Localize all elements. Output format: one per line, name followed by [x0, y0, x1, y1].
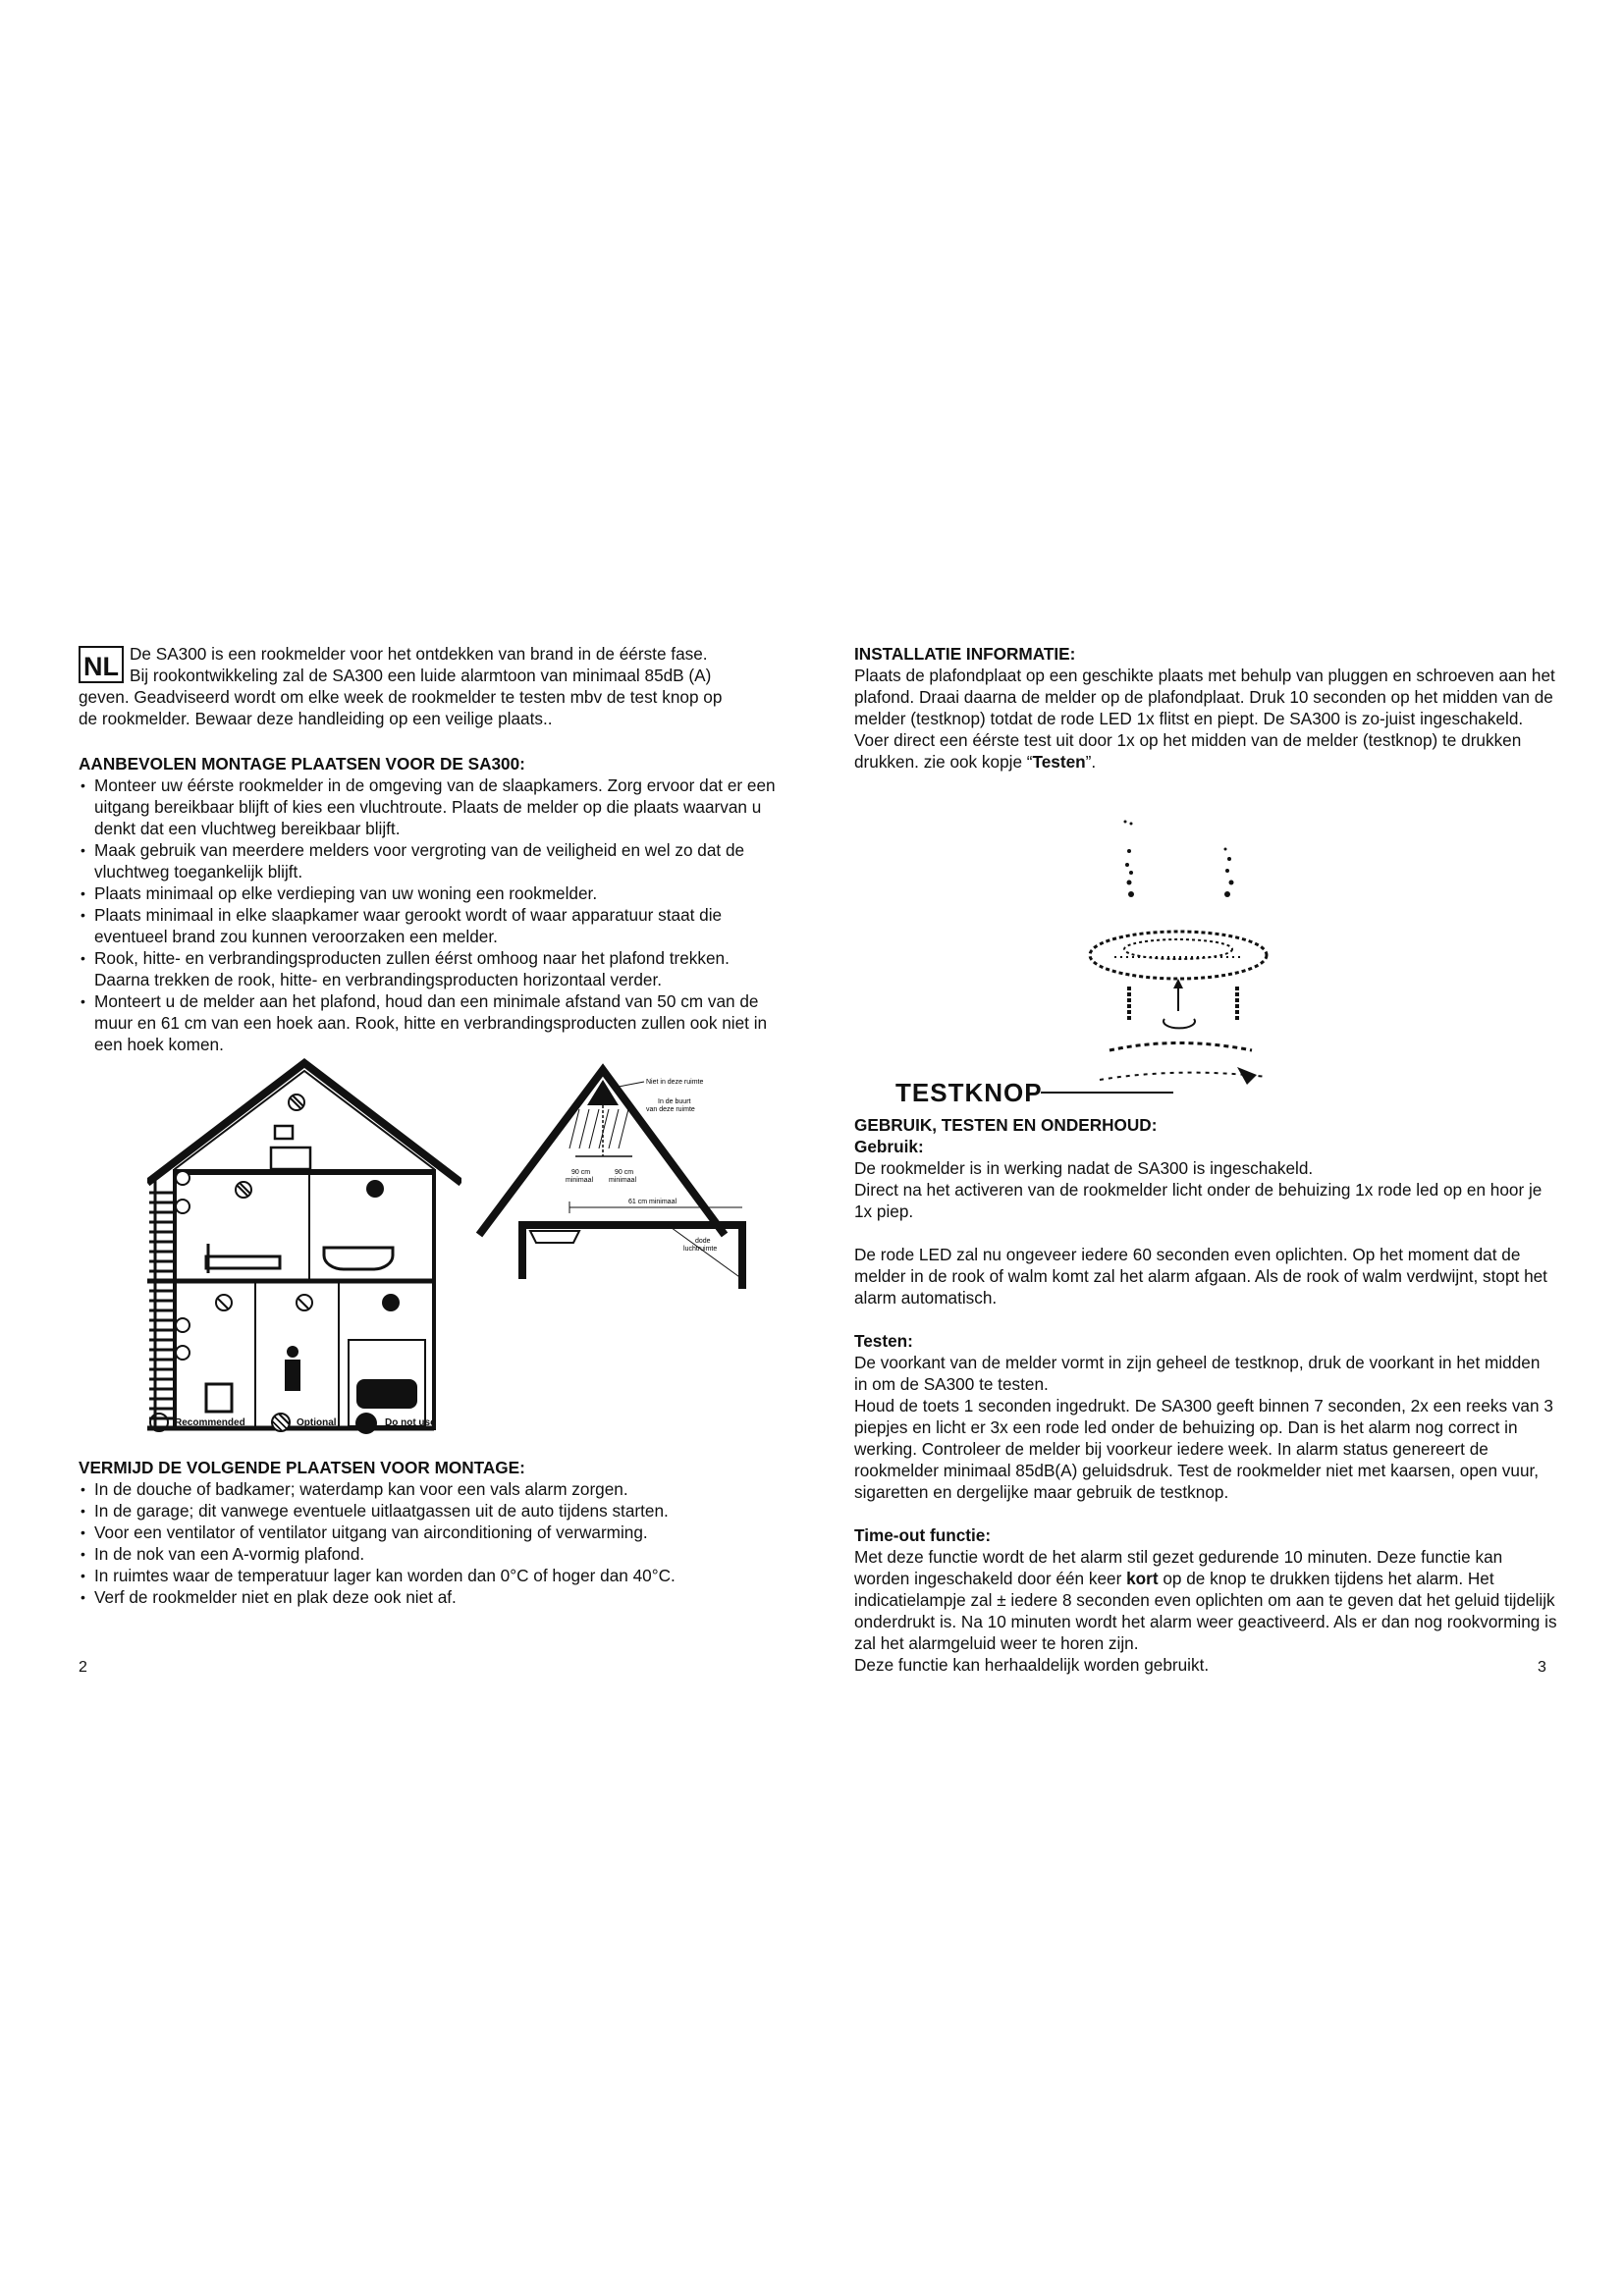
- list-item: • Rook, hitte- en verbrandingsproducten zullen éérst omhoog naar het plafond trekken. Daarna trekken de rook, hitte- en verbrandingsproducten horizontaal verder.: [79, 947, 776, 990]
- recommended-list: [79, 774, 776, 1055]
- list-item: • Verf de rookmelder niet en plak deze ook niet af.: [79, 1586, 776, 1608]
- use-text: Direct na het activeren van de rookmelder licht onder de behuizing 1x rode led op en hoor je 1x piep.: [854, 1180, 1543, 1221]
- list-item: • Voor een ventilator of ventilator uitgang van airconditioning of verwarming.: [79, 1522, 776, 1543]
- page-number-right: 3: [1538, 1659, 1546, 1676]
- timeout-heading: Time-out functie:: [854, 1525, 992, 1545]
- donotuse-icon: [355, 1413, 377, 1434]
- avoid-list: [79, 1478, 776, 1608]
- list-item: • In de nok van een A-vormig plafond.: [79, 1543, 776, 1565]
- test-text: De voorkant van de melder vormt in zijn geheel de testknop, druk de voorkant in het midden in om de SA300 te testen.: [854, 1353, 1541, 1394]
- testknop-label: TESTKNOP: [895, 1078, 1043, 1107]
- intro-line: de rookmelder. Bewaar deze handleiding op een veilige plaats..: [79, 709, 553, 728]
- label-90cm-right: minimaal: [609, 1177, 637, 1184]
- avoid-section: [79, 1457, 776, 1608]
- list-item: • In ruimtes waar de temperatuur lager kan worden dan 0°C of hoger dan 40°C.: [79, 1565, 776, 1586]
- recommended-icon: [149, 1413, 169, 1432]
- label-niet-in-deze-ruimte: Niet in deze ruimte: [646, 1079, 704, 1086]
- intro-line: Bij rookontwikkeling zal de SA300 een luide alarmtoon van minimaal 85dB (A): [130, 666, 712, 685]
- timeout-text: Met deze functie wordt de het alarm stil gezet gedurende 10 minuten. Deze functie kan worden ingeschakeld door één keer kort op de knop te drukken tijdens het alarm. Het indicatielampje zal ± iedere 8 seconden even oplichten om aan te geven dat het geluid tijdelijk onderdrukt is. Na 10 minuten wordt het alarm weer geactiveerd. Als er dan nog rookvorming is zal het alarmgeluid weer te horen zijn.: [854, 1547, 1557, 1653]
- legend-recommended: Recommended: [175, 1417, 245, 1428]
- label-90cm-right: 90 cm: [615, 1169, 634, 1176]
- legend: [149, 1412, 463, 1435]
- right-page: [854, 643, 1557, 773]
- left-page: [79, 643, 776, 1055]
- use-text: De rode LED zal nu ongeveer iedere 60 seconden even oplichten. Op het moment dat de melder in de rook of walm komt zal het alarm afgaan. Als de rook of walm verdwijnt, stopt het alarm automatisch.: [854, 1245, 1547, 1308]
- intro-line: De SA300 is een rookmelder voor het ontdekken van brand in de éérste fase.: [130, 644, 708, 664]
- list-item: • Monteert u de melder aan het plafond, houd dan een minimale afstand van 50 cm van de muur en 61 cm van een hoek aan. Rook, hitte en verbrandingsproducten zullen ook niet in een hoek komen.: [79, 990, 776, 1055]
- intro-block: [79, 643, 776, 729]
- house-illustration: [147, 1055, 461, 1448]
- language-badge: NL: [79, 646, 124, 683]
- label-in-de-buurt: In de buurt: [658, 1098, 691, 1105]
- list-item: • Plaats minimaal in elke slaapkamer waar gerookt wordt of waar apparatuur staat die eventueel brand zou kunnen veroorzaken een melder.: [79, 904, 776, 947]
- label-90cm-left: 90 cm: [571, 1169, 591, 1176]
- intro-line: geven. Geadviseerd wordt om elke week de rookmelder te testen mbv de test knop op: [79, 687, 723, 707]
- page-number-left: 2: [79, 1659, 87, 1676]
- use-section: [854, 1114, 1557, 1676]
- legend-optional: Optional: [297, 1417, 337, 1428]
- placement-diagram: [471, 1058, 785, 1289]
- optional-icon: [271, 1413, 291, 1432]
- test-text: Houd de toets 1 seconden ingedrukt. De SA300 geeft binnen 7 seconden, 2x een reeks van 3 piepjes en licht er 3x een rode led onder de behuizing op. Dan is het alarm nog correct in werking. Controleer de melder bij voorkeur iedere week. In alarm status genereert de rookmelder minimaal 85dB(A) geluidsdruk. Test de rookmelder niet met kaarsen, open vuur, sigaretten en dergelijke maar gebruik de testknop.: [854, 1396, 1553, 1502]
- use-text: De rookmelder is in werking nadat de SA300 is ingeschakeld.: [854, 1158, 1314, 1178]
- list-item: • Maak gebruik van meerdere melders voor vergroting van de veiligheid en wel zo dat de vluchtweg toegankelijk blijft.: [79, 839, 776, 882]
- label-in-de-buurt: van deze ruimte: [646, 1106, 695, 1113]
- use-subheading: Gebruik:: [854, 1137, 924, 1156]
- label-dode: luchtruimte: [683, 1246, 718, 1253]
- list-item: • Plaats minimaal op elke verdieping van uw woning een rookmelder.: [79, 882, 776, 904]
- use-heading: GEBRUIK, TESTEN EN ONDERHOUD:: [854, 1115, 1158, 1135]
- avoid-heading: VERMIJD DE VOLGENDE PLAATSEN VOOR MONTAGE:: [79, 1458, 525, 1477]
- installation-illustration: [1041, 810, 1306, 1109]
- label-61cm: 61 cm minimaal: [628, 1199, 677, 1205]
- test-heading: Testen:: [854, 1331, 913, 1351]
- install-heading: INSTALLATIE INFORMATIE:: [854, 644, 1076, 664]
- recommended-heading: AANBEVOLEN MONTAGE PLAATSEN VOOR DE SA300:: [79, 754, 525, 774]
- list-item: • In de douche of badkamer; waterdamp kan voor een vals alarm zorgen.: [79, 1478, 776, 1500]
- label-90cm-left: minimaal: [566, 1177, 594, 1184]
- timeout-text: Deze functie kan herhaaldelijk worden gebruikt.: [854, 1655, 1210, 1675]
- list-item: • Monteer uw éérste rookmelder in de omgeving van de slaapkamers. Zorg ervoor dat er een uitgang bereikbaar blijft of kies een vluchtroute. Plaats de melder op die plaats waarvan u denkt dat een vluchtweg bereikbaar blijft.: [79, 774, 776, 839]
- label-dode: dode: [695, 1238, 711, 1245]
- list-item: • In de garage; dit vanwege eventuele uitlaatgassen uit de auto tijdens starten.: [79, 1500, 776, 1522]
- install-text: Plaats de plafondplaat op een geschikte plaats met behulp van pluggen en schroeven aan het plafond. Draai daarna de melder op de plafondplaat. Druk 10 seconden op het midden van de melder (testknop) totdat de rode LED 1x flitst en piept. De SA300 is zo-juist ingeschakeld. Voer direct een éérste test uit door 1x op het midden van de melder (testknop) te drukken drukken. zie ook kopje “Testen”.: [854, 666, 1555, 772]
- legend-donotuse: Do not use: [385, 1417, 436, 1428]
